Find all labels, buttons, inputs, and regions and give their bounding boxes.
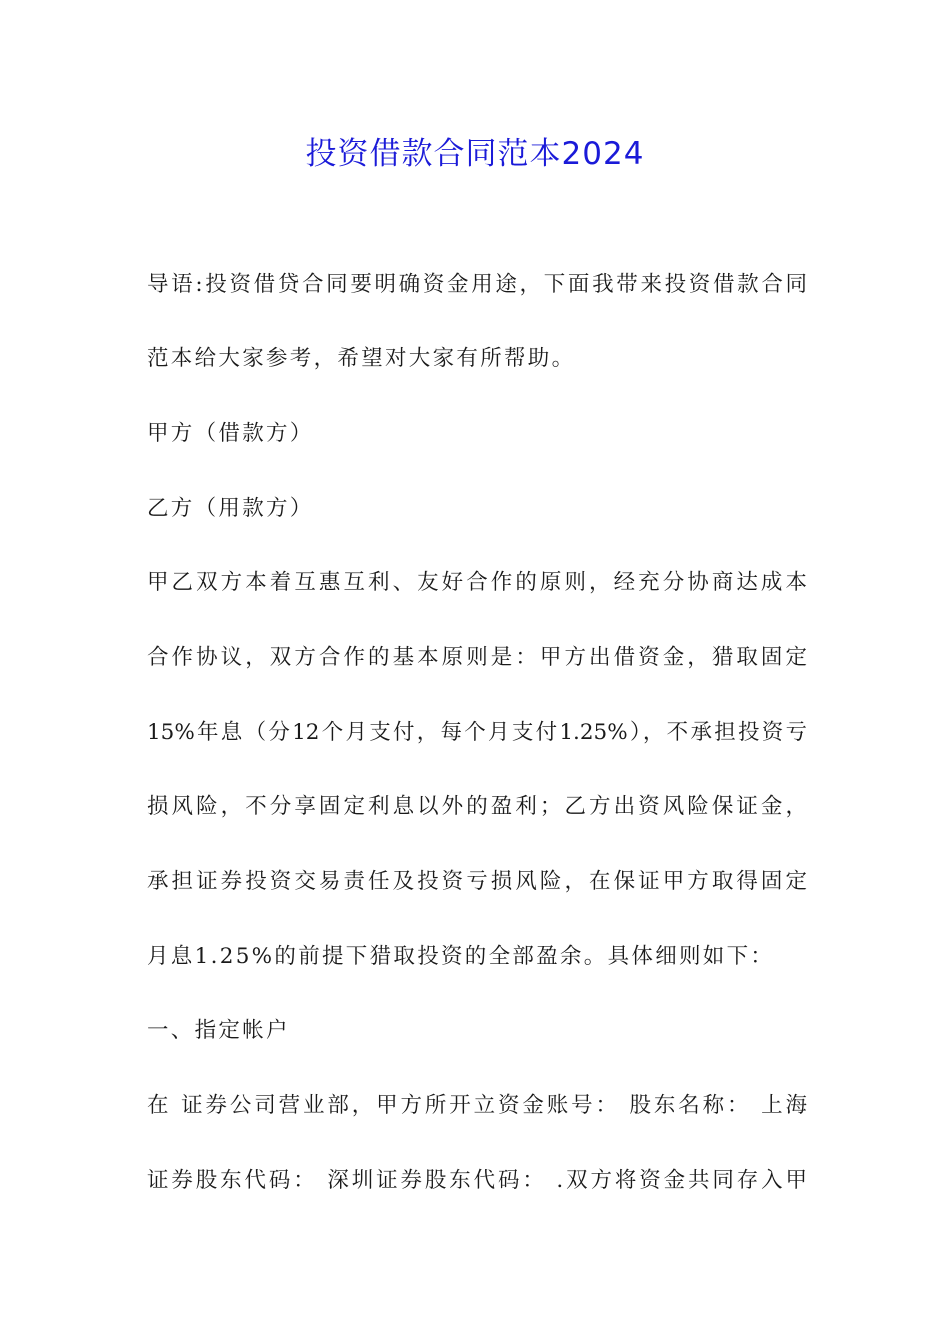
section-line-2: 证券股东代码： 深圳证券股东代码： .双方将资金共同存入甲 [147, 1168, 807, 1193]
body-line-2: 合作协议，双方合作的基本原则是：甲方出借资金，猎取固定 [147, 645, 807, 670]
section-heading-1: 一、指定帐户 [147, 1018, 290, 1043]
body-line-4: 损风险，不分享固定利息以外的盈利；乙方出资风险保证金， [147, 794, 807, 819]
body-line-6: 月息1.25%的前提下猎取投资的全部盈余。具体细则如下： [147, 944, 775, 969]
intro-line-2: 范本给大家参考，希望对大家有所帮助。 [147, 346, 576, 371]
document-title: 投资借款合同范本2024 [305, 136, 645, 172]
body-line-3: 15%年息（分12个月支付，每个月支付1.25%），不承担投资亏 [147, 720, 807, 745]
party-b-line: 乙方（用款方） [147, 496, 314, 521]
intro-line-1: 导语:投资借贷合同要明确资金用途，下面我带来投资借款合同 [147, 272, 807, 297]
section-line-1: 在 证券公司营业部，甲方所开立资金账号： 股东名称： 上海 [147, 1093, 807, 1118]
body-line-1: 甲乙双方本着互惠互利、友好合作的原则，经充分协商达成本 [147, 570, 807, 595]
party-a-line: 甲方（借款方） [147, 421, 314, 446]
body-line-5: 承担证券投资交易责任及投资亏损风险，在保证甲方取得固定 [147, 869, 807, 894]
